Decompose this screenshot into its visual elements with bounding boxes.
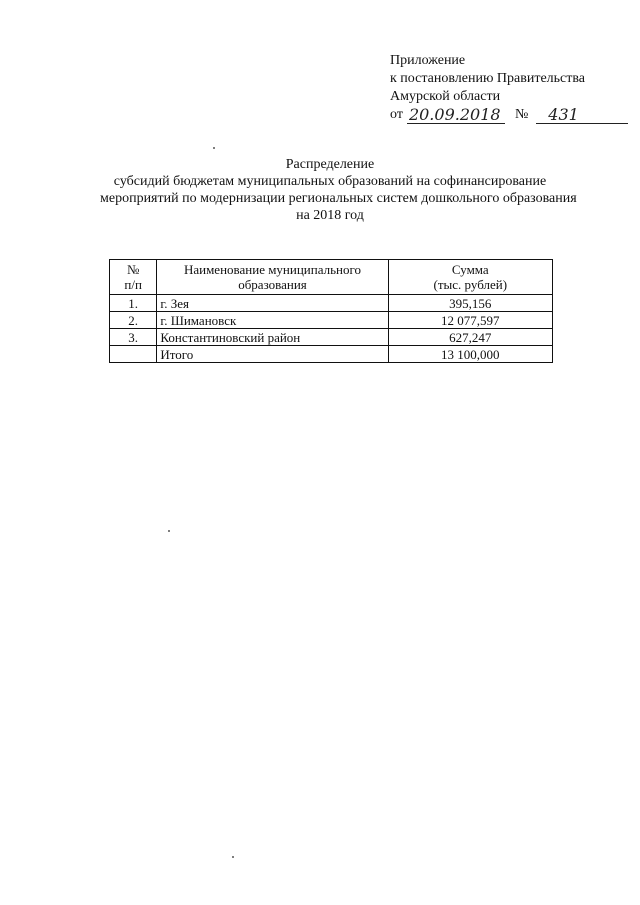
row-number — [110, 346, 157, 363]
scan-speck — [213, 147, 215, 149]
total-sum: 13 100,000 — [388, 346, 552, 363]
table-header-row — [110, 260, 553, 295]
row-sum: 627,247 — [388, 329, 552, 346]
row-number: 1. — [110, 295, 157, 312]
annex-title: Приложение — [390, 53, 466, 68]
header-sum-line-2: (тыс. рублей) — [433, 277, 508, 292]
header-number — [110, 260, 157, 295]
header-number-line-1: № — [126, 262, 140, 277]
title-line-2: субсидий бюджетам муниципальных образований на софинансирование — [113, 174, 547, 189]
title-line-3: мероприятий по модернизации региональных систем дошкольного образования — [100, 191, 577, 206]
annex-date-number-row — [390, 106, 628, 124]
header-municipality-line-1: Наименование муниципального — [183, 262, 361, 277]
header-sum — [388, 260, 552, 295]
scan-speck — [168, 530, 170, 532]
table-row — [110, 312, 553, 329]
subsidy-table — [109, 259, 553, 363]
annex-header — [390, 52, 628, 124]
row-municipality: г. Зея — [157, 295, 388, 312]
table-row — [110, 329, 553, 346]
row-sum: 395,156 — [388, 295, 552, 312]
header-number-line-2: п/п — [124, 277, 142, 292]
header-sum-line-1: Сумма — [451, 262, 489, 277]
scan-speck — [232, 856, 234, 858]
date-prefix: от — [390, 107, 403, 122]
row-municipality: Константиновский район — [157, 329, 388, 346]
row-number: 2. — [110, 312, 157, 329]
header-municipality — [157, 260, 388, 295]
header-municipality-line-2: образования — [238, 277, 307, 292]
annex-decree-ref: к постановлению Правительства — [390, 71, 586, 86]
total-label: Итого — [157, 346, 388, 363]
table-row — [110, 295, 553, 312]
handwritten-number: 431 — [536, 107, 628, 124]
handwritten-date: 20.09.2018 — [407, 107, 505, 124]
table-total-row — [110, 346, 553, 363]
annex-region: Амурской области — [390, 89, 501, 104]
title-line-4: на 2018 год — [296, 208, 364, 223]
number-sign: № — [514, 107, 529, 122]
row-municipality: г. Шимановск — [157, 312, 388, 329]
row-sum: 12 077,597 — [388, 312, 552, 329]
row-number: 3. — [110, 329, 157, 346]
document-title — [100, 156, 577, 224]
title-line-1: Распределение — [285, 157, 375, 172]
